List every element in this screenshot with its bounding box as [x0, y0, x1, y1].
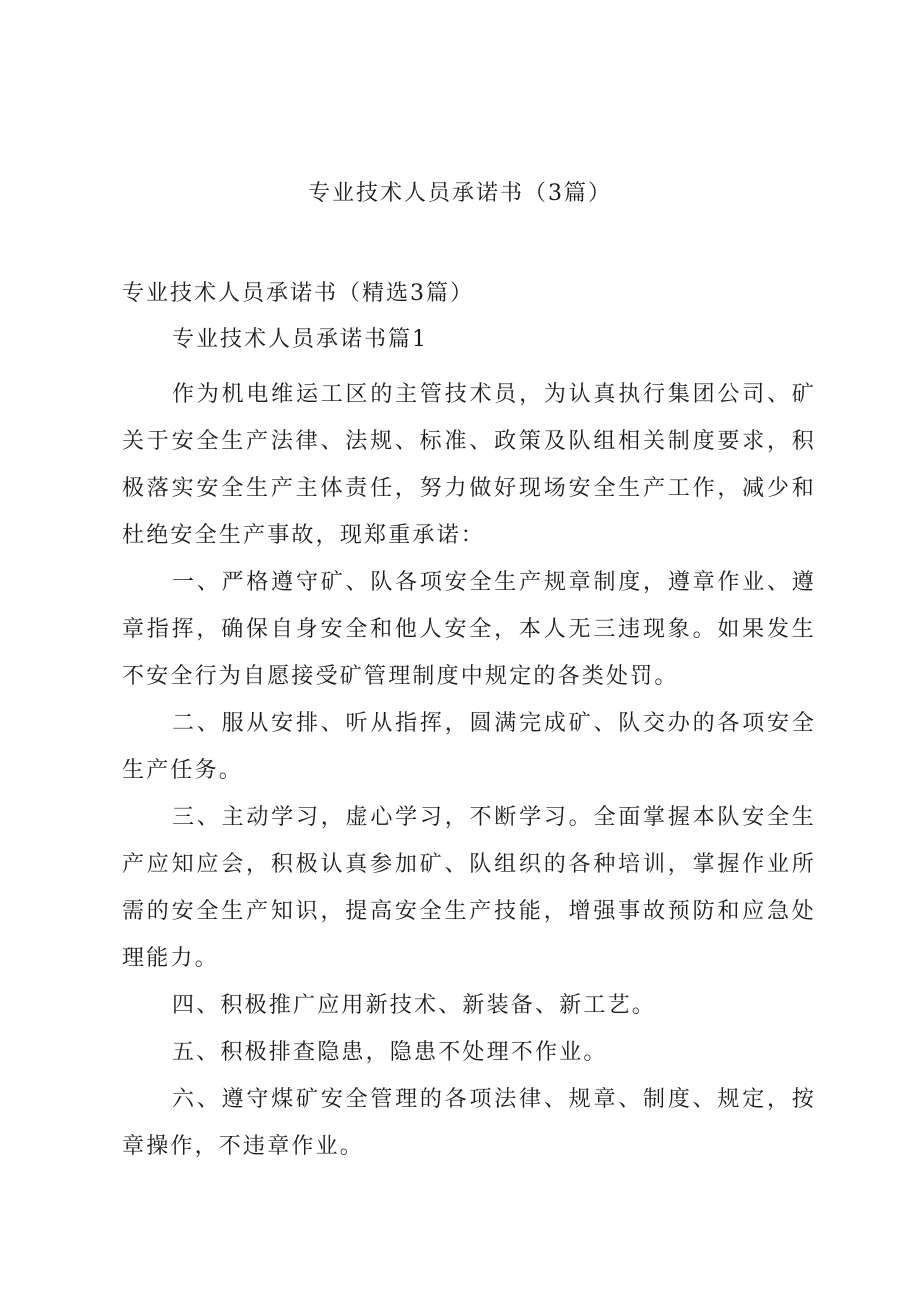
commitment-paragraph-4: 四、积极推广应用新技术、新装备、新工艺。: [172, 993, 657, 1018]
document-subtitle: 专业技术人员承诺书（精选3篇）: [122, 281, 474, 306]
commitment-paragraph-1: 一、严格遵守矿、队各项安全生产规章制度，遵章作业、遵章指挥，确保自身安全和他人安全，本人无三违现象。如果发生不安全行为自愿接受矿管理制度中规定的各类处罚。: [122, 570, 816, 689]
commitment-paragraph-6: 六、遵守煤矿安全管理的各项法律、规章、制度、规定，按章操作，不违章作业。: [122, 1087, 816, 1159]
section-heading: 专业技术人员承诺书篇1: [172, 327, 428, 352]
document-title: 专业技术人员承诺书（3篇）: [308, 181, 612, 206]
commitment-paragraph-5: 五、积极排查隐患，隐患不处理不作业。: [172, 1040, 608, 1065]
commitment-paragraph-2: 二、服从安排、听从指挥，圆满完成矿、队交办的各项安全生产任务。: [122, 711, 816, 783]
commitment-paragraph-3: 三、主动学习，虚心学习，不断学习。全面掌握本队安全生产应知应会，积极认真参加矿、队组织的各种培训，掌握作业所需的安全生产知识，提高安全生产技能，增强事故预防和应急处理能力。: [122, 805, 816, 971]
document-body: [122, 371, 816, 1170]
intro-paragraph: 作为机电维运工区的主管技术员，为认真执行集团公司、矿关于安全生产法律、法规、标准、政策及队组相关制度要求，积极落实安全生产主体责任，努力做好现场安全生产工作，减少和杜绝安全生产事故，现郑重承诺：: [122, 382, 816, 548]
